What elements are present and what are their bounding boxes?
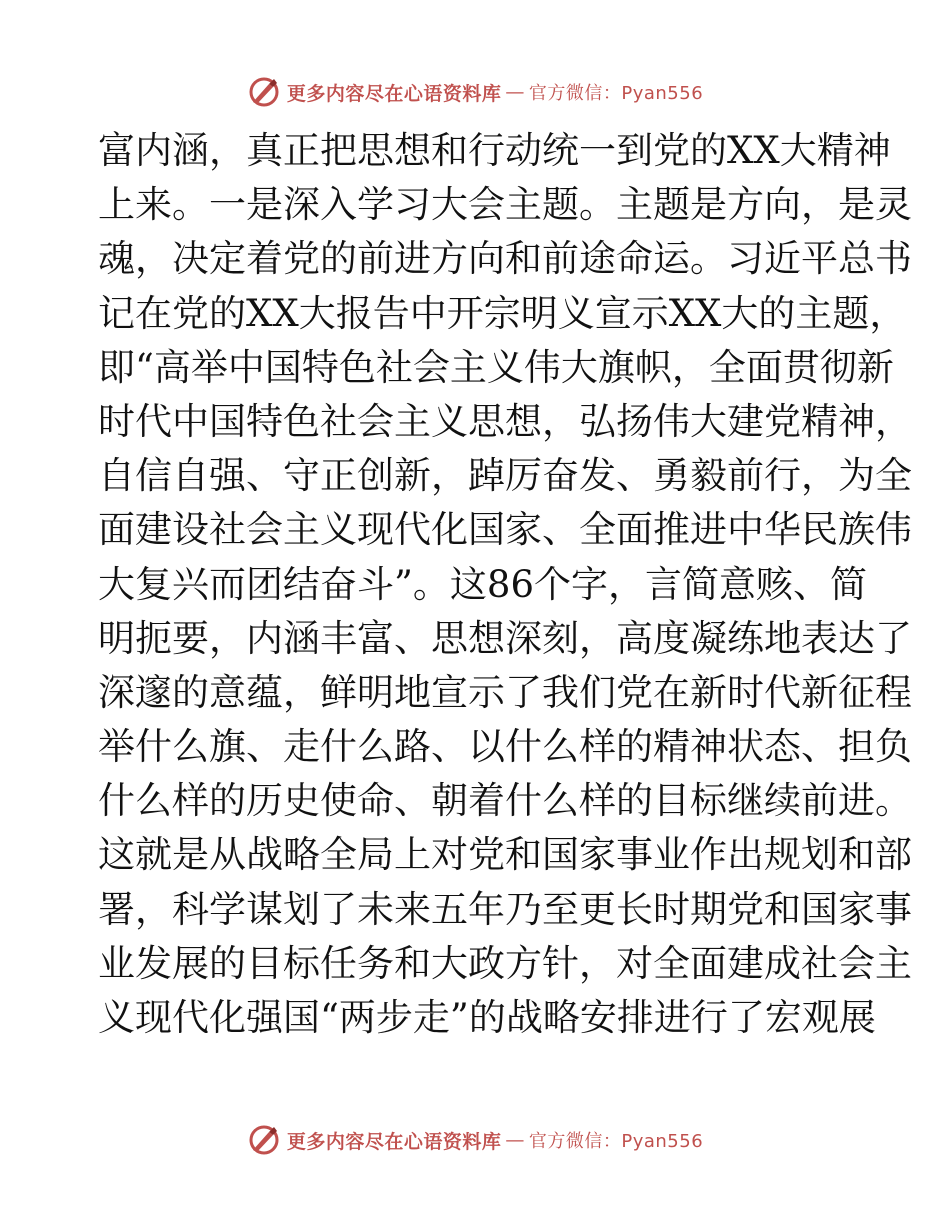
footer-separator: — (505, 1129, 525, 1151)
text-line: 署 ， 科 学 谋 划 了 未 来 五 年 乃 至 更 长 时 期 党 和 国 家 事 (98, 887, 912, 931)
text-line: 义 现 代 化 强 国 “ 两 步 走 ” 的 战 略 安 排 进 行 了 宏 观 展 (98, 996, 876, 1039)
text-line: 时 代 中 国 特 色 社 会 主 义 思 想 ， 弘 扬 伟 大 建 党 精 神 ， (98, 399, 912, 443)
text-line: 自 信 自 强 、 守 正 创 新 ， 踔 厉 奋 发 、 勇 毅 前 行 ， 为 全 (98, 454, 912, 498)
header-banner (0, 72, 950, 112)
pen-logo-icon (247, 75, 281, 109)
text-line: 即 “ 高 举 中 国 特 色 社 会 主 义 伟 大 旗 帜 ， 全 面 贯 彻 新 (98, 345, 894, 389)
text-line: 什 么 样 的 历 史 使 命 、 朝 着 什 么 样 的 目 标 继 续 前 进 。 (98, 779, 912, 823)
footer-wechat-text: 官方微信：Pyan556 (528, 1131, 704, 1152)
text-line: 魂 ， 决 定 着 党 的 前 进 方 向 和 前 途 命 运 。 习 近 平 总 书 (98, 237, 912, 281)
footer-main-text: 更多内容尽在心语资料库 (286, 1130, 502, 1153)
text-line: 面 建 设 社 会 主 义 现 代 化 国 家 、 全 面 推 进 中 华 民 族 伟 (98, 508, 912, 552)
text-line: 大 复 兴 而 团 结 奋 斗 ” 。 这 86 个 字 ， 言 简 意 赅 、 简 (98, 562, 868, 606)
text-line: 明 扼 要 ， 内 涵 丰 富 、 思 想 深 刻 ， 高 度 凝 练 地 表 达 了 (98, 616, 912, 660)
footer-banner (0, 1120, 950, 1160)
text-line: 深 邃 的 意 蕴 ， 鲜 明 地 宣 示 了 我 们 党 在 新 时 代 新 征 程 (98, 670, 912, 714)
body-text (98, 124, 912, 1045)
text-line: 业 发 展 的 目 标 任 务 和 大 政 方 针 ， 对 全 面 建 成 社 会 主 (98, 941, 912, 985)
text-line: 这 就 是 从 战 略 全 局 上 对 党 和 国 家 事 业 作 出 规 划 和 部 (98, 833, 912, 877)
text-line: 记 在 党 的 XX 大 报 告 中 开 宗 明 义 宣 示 XX 大 的 主 题 ， (98, 291, 907, 335)
text-line: 富 内 涵 ， 真 正 把 思 想 和 行 动 统 一 到 党 的 XX 大 精 神 (98, 129, 891, 172)
text-line: 上 来 。 一 是 深 入 学 习 大 会 主 题 。 主 题 是 方 向 ， 是 灵 (98, 183, 912, 227)
header-separator: — (505, 81, 525, 103)
header-main-text: 更多内容尽在心语资料库 (286, 82, 502, 105)
text-line: 举 什 么 旗 、 走 什 么 路 、 以 什 么 样 的 精 神 状 态 、 担 负 (98, 725, 912, 769)
header-wechat-text: 官方微信：Pyan556 (528, 83, 704, 104)
pen-logo-icon (247, 1123, 281, 1157)
